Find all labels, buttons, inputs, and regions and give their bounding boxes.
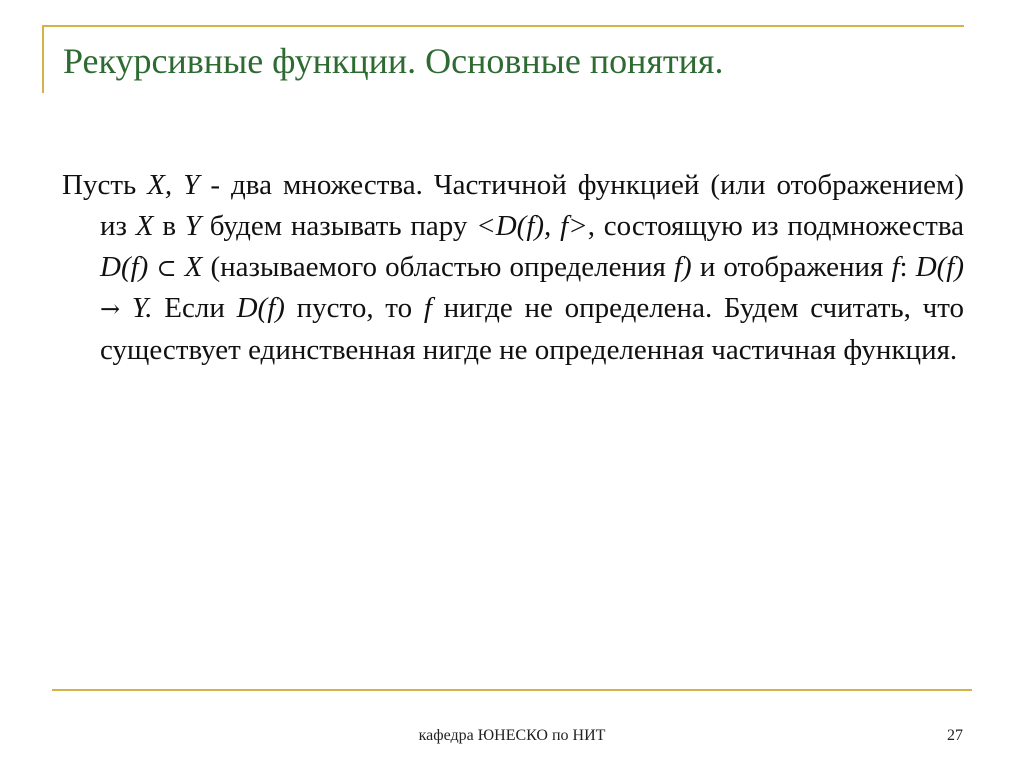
text-segment <box>172 169 183 201</box>
footer-department: кафедра ЮНЕСКО по НИТ <box>418 727 606 744</box>
definition-paragraph <box>62 165 964 371</box>
text-segment: Если <box>152 292 237 325</box>
page-number: 27 <box>947 727 963 744</box>
text-segment <box>120 292 132 324</box>
footer-divider <box>52 689 972 691</box>
text-segment: - два множества. Частичной функцией (или отображением) из <box>100 169 964 242</box>
text-segment: в <box>153 209 185 242</box>
title-frame-left-line <box>42 25 44 93</box>
var-f: f <box>423 292 432 325</box>
text-segment: : <box>899 250 916 283</box>
pair-notation: <D(f), f> <box>476 209 588 242</box>
var-X: X <box>184 250 203 283</box>
arrow-symbol: → <box>100 295 121 324</box>
text-segment: Пусть <box>62 169 148 201</box>
subset-symbol: ⊂ <box>156 253 177 282</box>
var-X: X <box>135 209 154 242</box>
slide-title: Рекурсивные функции. Основные понятия. <box>63 41 724 81</box>
var-Y: Y <box>184 209 201 242</box>
text-segment: , состоящую из подмножества <box>587 209 964 242</box>
domain-notation: D(f) <box>100 250 149 283</box>
text-segment <box>177 251 185 283</box>
var-Y: Y. <box>131 292 153 325</box>
text-segment: нигде не определена. Будем считать, что существует единственная нигде не определенная частичная функция. <box>100 292 965 367</box>
var-X: X, <box>147 169 173 201</box>
var-f: f) <box>674 250 692 283</box>
var-Y: Y <box>183 169 200 201</box>
text-segment: будем называть пару <box>200 209 477 242</box>
domain-notation: D(f) <box>236 292 285 325</box>
text-segment: и отображения <box>691 250 892 283</box>
text-segment: пусто, то <box>284 292 424 325</box>
title-frame-top-line <box>42 25 964 27</box>
text-segment: (называемого областью определения <box>202 250 674 283</box>
var-f: f <box>891 250 900 283</box>
domain-notation: D(f) <box>915 250 965 283</box>
